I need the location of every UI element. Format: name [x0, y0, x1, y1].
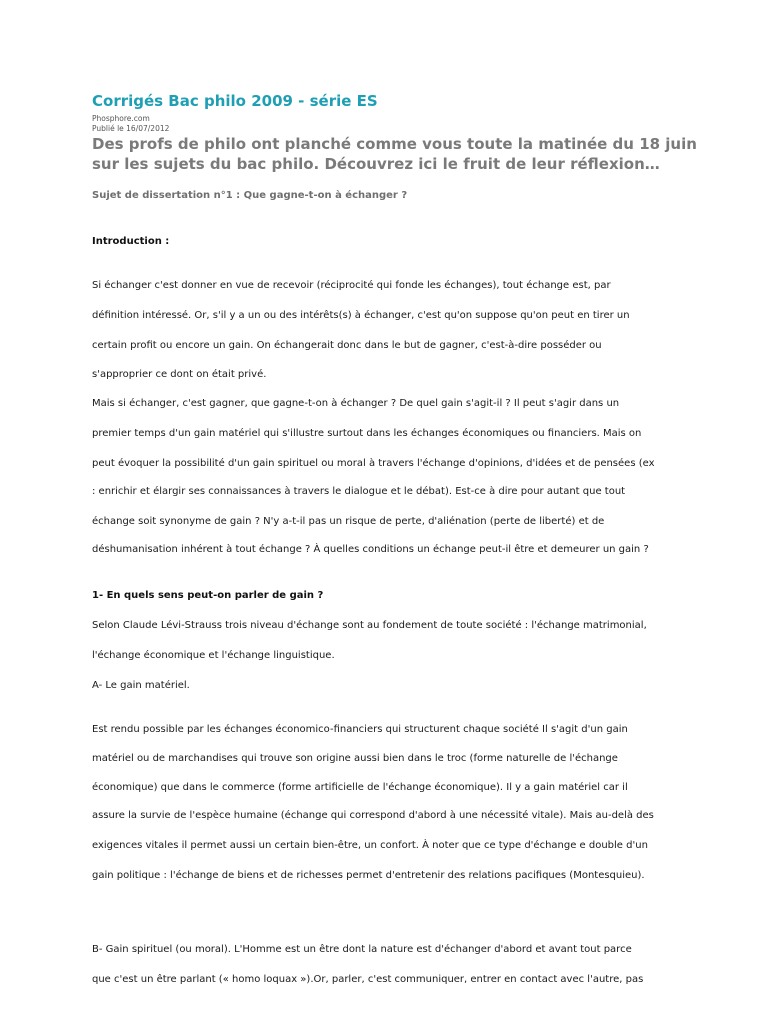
text-line: s'approprier ce dont on était privé. — [92, 369, 267, 380]
subject-heading: Sujet de dissertation n°1 : Que gagne-t-on à échanger ? — [92, 190, 408, 201]
text-line: : enrichir et élargir ses connaissances à travers le dialogue et le débat). Est-ce à dire pour autant que tout — [92, 486, 626, 497]
part1-heading: 1- En quels sens peut-on parler de gain ? — [92, 590, 324, 601]
subsection-a-heading: A- Le gain matériel. — [92, 680, 190, 691]
text-line: matériel ou de marchandises qui trouve son origine aussi bien dans le troc (forme naturelle de l'échange — [92, 753, 618, 764]
source-name: Phosphore.com — [92, 114, 150, 123]
intro-heading: Introduction : — [92, 236, 170, 247]
text-line: assure la survie de l'espèce humaine (échange qui correspond d'abord à une nécessité vitale). Mais au-delà des — [92, 810, 654, 821]
text-line: peut évoquer la possibilité d'un gain spirituel ou moral à travers l'échange d'opinions, d'idées et de pensées (ex — [92, 458, 655, 469]
text-line: gain politique : l'échange de biens et de richesses permet d'entretenir des relations pacifiques (Montesquieu). — [92, 870, 645, 881]
text-line: B- Gain spirituel (ou moral). L'Homme est un être dont la nature est d'échanger d'abord et avant tout parce — [92, 944, 632, 955]
text-line: que c'est un être parlant (« homo loquax »).Or, parler, c'est communiquer, entrer en contact avec l'autre, pas — [92, 974, 644, 985]
text-line: Selon Claude Lévi-Strauss trois niveau d'échange sont au fondement de toute société : l'échange matrimonial, — [92, 620, 647, 631]
text-line: déshumanisation inhérent à tout échange ? À quelles conditions un échange peut-il être et demeurer un gain ? — [92, 544, 649, 555]
text-line: premier temps d'un gain matériel qui s'illustre surtout dans les échanges économiques ou financiers. Mais on — [92, 428, 642, 439]
text-line: définition intéressé. Or, s'il y a un ou des intérêts(s) à échanger, c'est qu'on suppose qu'on peut en tirer un — [92, 310, 630, 321]
lead-line: sur les sujets du bac philo. Découvrez ici le fruit de leur réflexion… — [92, 155, 660, 173]
text-line: Est rendu possible par les échanges économico-financiers qui structurent chaque société Il s'agit d'un gain — [92, 724, 628, 735]
lead-line: Des profs de philo ont planché comme vous toute la matinée du 18 juin — [92, 135, 697, 153]
article-title[interactable]: Corrigés Bac philo 2009 - série ES — [92, 92, 378, 110]
text-line: économique) que dans le commerce (forme artificielle de l'échange économique). Il y a gain matériel car il — [92, 782, 628, 793]
text-line: exigences vitales il permet aussi un certain bien-être, un confort. À noter que ce type d'échange e double d'un — [92, 840, 648, 851]
text-line: Mais si échanger, c'est gagner, que gagne-t-on à échanger ? De quel gain s'agit-il ? Il peut s'agir dans un — [92, 398, 620, 409]
text-line: certain profit ou encore un gain. On échangerait donc dans le but de gagner, c'est-à-dire posséder ou — [92, 340, 602, 351]
text-line: Si échanger c'est donner en vue de recevoir (réciprocité qui fonde les échanges), tout échange est, par — [92, 280, 611, 291]
text-line: échange soit synonyme de gain ? N'y a-t-il pas un risque de perte, d'aliénation (perte de liberté) et de — [92, 516, 605, 527]
publication-date: Publié le 16/07/2012 — [92, 124, 170, 133]
text-line: l'échange économique et l'échange linguistique. — [92, 650, 335, 661]
